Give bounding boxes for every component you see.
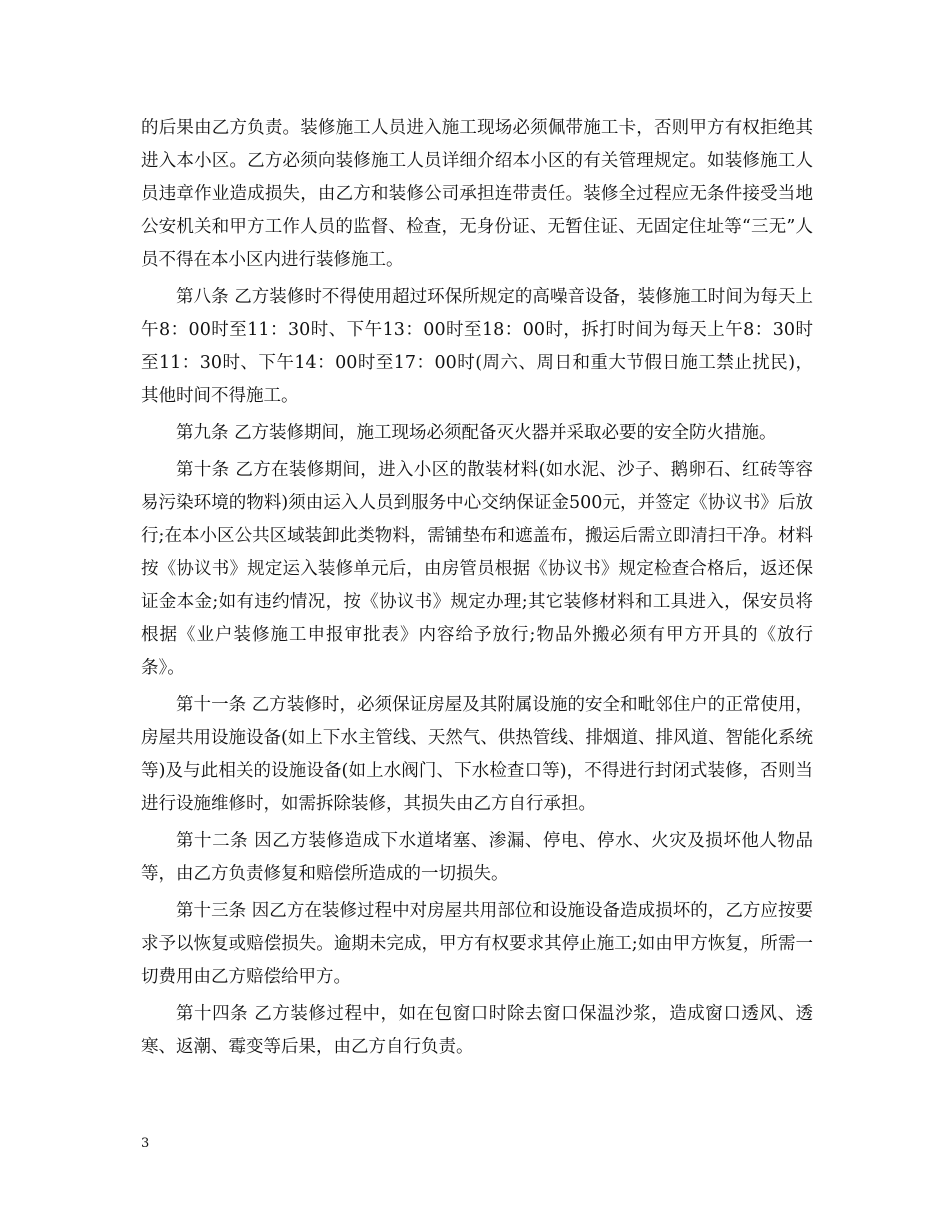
paragraph-article-10: 第十条 乙方在装修期间，进入小区的散装材料(如水泥、沙子、鹅卵石、红砖等容易污染环境的物料)须由运入人员到服务中心交纳保证金500元，并签定《协议书》后放行;在本小区公共区域装卸此类物料，需铺垫布和遮盖布，搬运后需立即清扫干净。材料按《协议书》规定运入装修单元后，由房管员根据《协议书》规定检查合格后，返还保证金本金;如有违约情况，按《协议书》规定办理;其它装修材料和工具进入，保安员将根据《业户装修施工申报审批表》内容给予放行;物品外搬必须有甲方开具的《放行条》。: [141, 460, 813, 678]
page-number: 3: [141, 1136, 150, 1151]
paragraph-article-13: 第十三条 因乙方在装修过程中对房屋共用部位和设施设备造成损坏的，乙方应按要求予以恢复或赔偿损失。逾期未完成，甲方有权要求其停止施工;如由甲方恢复，所需一切费用由乙方赔偿给甲方。: [141, 901, 813, 987]
paragraph-article-9: 第九条 乙方装修期间，施工现场必须配备灭火器并采取必要的安全防火措施。: [176, 423, 777, 443]
paragraph-article-11: 第十一条 乙方装修时，必须保证房屋及其附属设施的安全和毗邻住户的正常使用，房屋共用设施设备(如上下水主管线、天然气、供热管线、排烟道、排风道、智能化系统等)及与此相关的设施设备(如上水阀门、下水检查口等)，不得进行封闭式装修，否则当进行设施维修时，如需拆除装修，其损失由乙方自行承担。: [141, 695, 813, 814]
document-body: [141, 112, 813, 1068]
paragraph-article-8: 第八条 乙方装修时不得使用超过环保所规定的高噪音设备，装修施工时间为每天上午8：00时至11：30时、下午13：00时至18：00时，拆打时间为每天上午8：30时至11：30时、下午14：00时至17：00时(周六、周日和重大节假日施工禁止扰民)，其他时间不得施工。: [141, 287, 813, 406]
paragraph-continuation: 的后果由乙方负责。装修施工人员进入施工现场必须佩带施工卡，否则甲方有权拒绝其进入本小区。乙方必须向装修施工人员详细介绍本小区的有关管理规定。如装修施工人员违章作业造成损失，由乙方和装修公司承担连带责任。装修全过程应无条件接受当地公安机关和甲方工作人员的监督、检查，无身份证、无暂住证、无固定住址等“三无”人员不得在本小区内进行装修施工。: [141, 118, 813, 270]
paragraph-article-14: 第十四条 乙方装修过程中，如在包窗口时除去窗口保温沙浆，造成窗口透风、透寒、返潮、霉变等后果，由乙方自行负责。: [141, 1004, 813, 1057]
paragraph-article-12: 第十二条 因乙方装修造成下水道堵塞、渗漏、停电、停水、火灾及损坏他人物品等，由乙方负责修复和赔偿所造成的一切损失。: [141, 831, 813, 884]
